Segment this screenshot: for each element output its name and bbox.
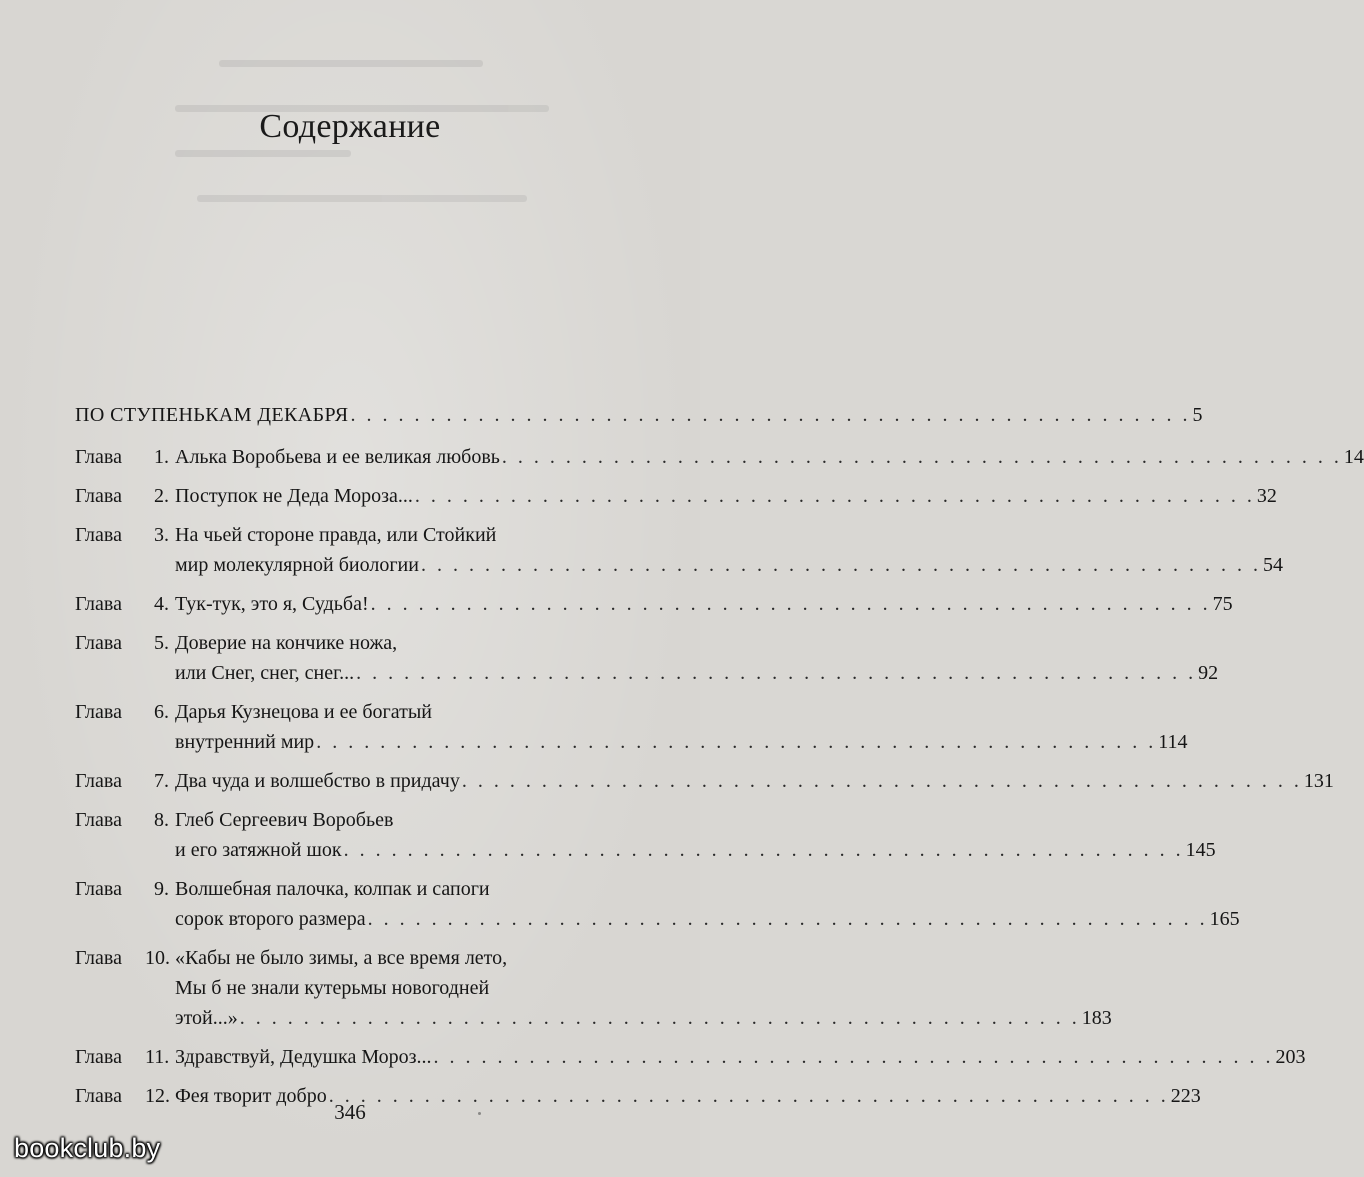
dot-leader: . . . . . . . . . . . . . . . . . . . . . . . . . . . . . . . . . . . . . . . . . . . . . . . . . . . . . <box>461 770 1302 792</box>
chapter-title-line: внутренний мир <box>175 731 315 753</box>
chapter-list <box>75 442 1364 1111</box>
chapter-title-line: Мы б не знали кутерьмы новогодней <box>175 977 490 999</box>
toc-chapter-entry[interactable] <box>75 520 1283 580</box>
chapter-title-line: Поступок не Деда Мороза... <box>175 485 413 507</box>
chapter-title <box>175 520 1283 580</box>
dot-leader: . . . . . . . . . . . . . . . . . . . . . . . . . . . . . . . . . . . . . . . . . . . . . . . . . . . . . <box>343 839 1184 861</box>
chapter-title <box>175 697 1188 757</box>
page-number: 32 <box>1256 485 1277 507</box>
toc-chapter-entry[interactable] <box>75 481 1277 511</box>
part-title: ПО СТУПЕНЬКАМ ДЕКАБРЯ <box>75 404 349 426</box>
page-number: 165 <box>1209 908 1240 930</box>
dot-leader: . . . . . . . . . . . . . . . . . . . . . . . . . . . . . . . . . . . . . . . . . . . . . . . . . . . . . <box>420 554 1261 576</box>
toc-part-entry[interactable] <box>75 400 1203 430</box>
page-number: 145 <box>1185 839 1216 861</box>
chapter-number: 2. <box>154 485 169 507</box>
chapter-word: Глава <box>75 485 122 507</box>
table-of-contents <box>75 400 1364 1120</box>
chapter-label <box>75 520 175 550</box>
chapter-number: 10. <box>145 947 170 969</box>
chapter-title-line: Здравствуй, Дедушка Мороз... <box>175 1046 432 1068</box>
chapter-word: Глава <box>75 809 122 831</box>
page-number: 92 <box>1198 662 1219 684</box>
dot-leader: . . . . . . . . . . . . . . . . . . . . . . . . . . . . . . . . . . . . . . . . . . . . . . . . . . . . . <box>350 404 1191 426</box>
chapter-label <box>75 943 175 973</box>
chapter-label <box>75 874 175 904</box>
dot-leader: . . . . . . . . . . . . . . . . . . . . . . . . . . . . . . . . . . . . . . . . . . . . . . . . . . . . . <box>501 446 1342 468</box>
chapter-title-line: мир молекулярной биологии <box>175 554 419 576</box>
toc-chapter-entry[interactable] <box>75 589 1233 619</box>
chapter-label <box>75 697 175 727</box>
chapter-title-line: «Кабы не было зимы, а все время лето, <box>175 947 508 969</box>
chapter-label <box>75 766 175 796</box>
dot-leader: . . . . . . . . . . . . . . . . . . . . . . . . . . . . . . . . . . . . . . . . . . . . . . . . . . . . . <box>414 485 1255 507</box>
page-number: 223 <box>1170 1085 1201 1107</box>
chapter-word: Глава <box>75 632 122 654</box>
page-number: 131 <box>1303 770 1334 792</box>
dot-leader: . . . . . . . . . . . . . . . . . . . . . . . . . . . . . . . . . . . . . . . . . . . . . . . . . . . . . <box>370 593 1211 615</box>
chapter-title-line: и его затяжной шок <box>175 839 342 861</box>
chapter-label <box>75 1042 175 1072</box>
chapter-title-line: Доверие на кончике ножа, <box>175 632 398 654</box>
chapter-word: Глава <box>75 701 122 723</box>
chapter-number: 5. <box>154 632 169 654</box>
dot-leader: . . . . . . . . . . . . . . . . . . . . . . . . . . . . . . . . . . . . . . . . . . . . . . . . . . . . . <box>367 908 1208 930</box>
page-number: 54 <box>1262 554 1283 576</box>
toc-chapter-entry[interactable] <box>75 442 1364 472</box>
page-number: 114 <box>1158 731 1188 753</box>
chapter-title <box>175 766 1334 796</box>
watermark-logo: bookclub.by <box>14 1133 161 1163</box>
dot-leader: . . . . . . . . . . . . . . . . . . . . . . . . . . . . . . . . . . . . . . . . . . . . . . . . . . . . . <box>239 1007 1080 1029</box>
chapter-word: Глава <box>75 593 122 615</box>
toc-chapter-entry[interactable] <box>75 766 1334 796</box>
chapter-title <box>175 805 1216 865</box>
toc-chapter-entry[interactable] <box>75 943 1112 1033</box>
chapter-title <box>175 442 1364 472</box>
page-number: 203 <box>1275 1046 1306 1068</box>
chapter-label <box>75 481 175 511</box>
chapter-title-line: этой...» <box>175 1007 238 1029</box>
dot-leader: . . . . . . . . . . . . . . . . . . . . . . . . . . . . . . . . . . . . . . . . . . . . . . . . . . . . . <box>356 662 1197 684</box>
chapter-word: Глава <box>75 1046 122 1068</box>
page-folio: 346 <box>334 1100 366 1124</box>
toc-chapter-entry[interactable] <box>75 805 1216 865</box>
dot-leader: . . . . . . . . . . . . . . . . . . . . . . . . . . . . . . . . . . . . . . . . . . . . . . . . . . . . . <box>433 1046 1274 1068</box>
toc-chapter-entry[interactable] <box>75 697 1188 757</box>
page-title: Содержание <box>259 108 441 145</box>
chapter-word: Глава <box>75 878 122 900</box>
chapter-number: 1. <box>154 446 169 468</box>
chapter-label <box>75 628 175 658</box>
chapter-label <box>75 805 175 835</box>
page-number: 14 <box>1343 446 1364 468</box>
dot-leader: . . . . . . . . . . . . . . . . . . . . . . . . . . . . . . . . . . . . . . . . . . . . . . . . . . . . . <box>316 731 1157 753</box>
chapter-title-line: или Снег, снег, снег... <box>175 662 355 684</box>
chapter-number: 6. <box>154 701 169 723</box>
chapter-title-line: Волшебная палочка, колпак и сапоги <box>175 878 490 900</box>
chapter-title-line: Фея творит добро <box>175 1085 327 1107</box>
chapter-title <box>175 628 1219 688</box>
chapter-title-line: Дарья Кузнецова и ее богатый <box>175 701 432 723</box>
chapter-title <box>175 481 1277 511</box>
chapter-word: Глава <box>75 947 122 969</box>
chapter-title <box>175 1042 1306 1072</box>
chapter-number: 7. <box>154 770 169 792</box>
print-speck <box>478 1112 481 1115</box>
chapter-title-line: Два чуда и волшебство в придачу <box>175 770 460 792</box>
chapter-label <box>75 442 175 472</box>
chapter-number: 4. <box>154 593 169 615</box>
chapter-title-line: сорок второго размера <box>175 908 366 930</box>
chapter-word: Глава <box>75 446 122 468</box>
toc-chapter-entry[interactable] <box>75 628 1219 688</box>
chapter-number: 8. <box>154 809 169 831</box>
chapter-label <box>75 589 175 619</box>
chapter-number: 9. <box>154 878 169 900</box>
chapter-title <box>175 943 1112 1033</box>
chapter-title-line: Алька Воробьева и ее великая любовь <box>175 446 500 468</box>
chapter-number: 11. <box>145 1046 170 1068</box>
chapter-number: 3. <box>154 524 169 546</box>
chapter-number: 12. <box>145 1085 170 1107</box>
page-number: 5 <box>1192 404 1203 426</box>
toc-chapter-entry[interactable] <box>75 1042 1306 1072</box>
dot-leader: . . . . . . . . . . . . . . . . . . . . . . . . . . . . . . . . . . . . . . . . . . . . . . . . . . . . . <box>328 1085 1169 1107</box>
page-number: 75 <box>1212 593 1233 615</box>
chapter-title-line: Тук-тук, это я, Судьба! <box>175 593 369 615</box>
chapter-word: Глава <box>75 524 122 546</box>
page-number: 183 <box>1081 1007 1112 1029</box>
toc-chapter-entry[interactable] <box>75 874 1240 934</box>
chapter-title <box>175 589 1233 619</box>
chapter-title-line: На чьей стороне правда, или Стойкий <box>175 524 497 546</box>
chapter-title <box>175 874 1240 934</box>
bleed-through-text <box>175 60 615 340</box>
chapter-word: Глава <box>75 770 122 792</box>
chapter-title-line: Глеб Сергеевич Воробьев <box>175 809 394 831</box>
chapter-word: Глава <box>75 1085 122 1107</box>
